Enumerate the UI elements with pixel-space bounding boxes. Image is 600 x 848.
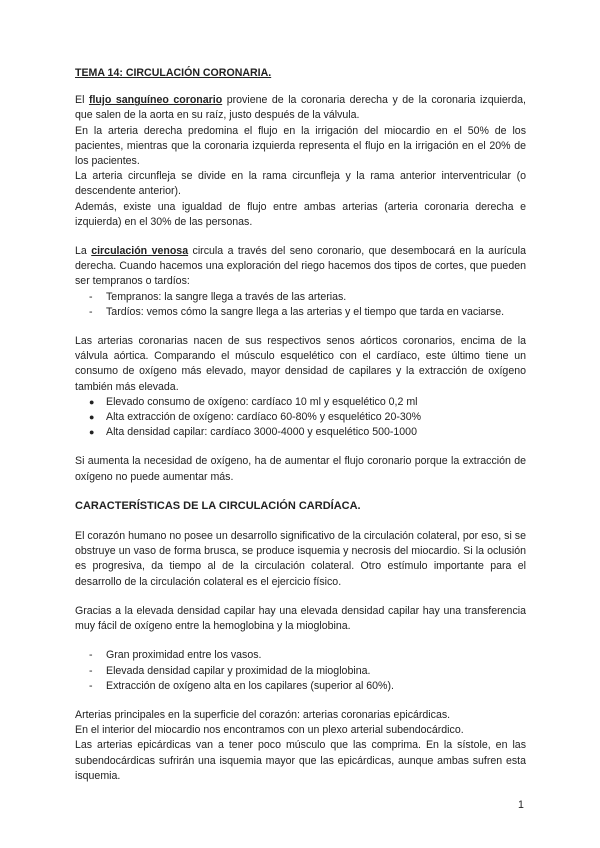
keyword-flujo-sanguineo: flujo sanguíneo coronario (88, 94, 223, 107)
dash-marker: - (89, 679, 93, 692)
paragraph-arterias-epicardicas: Las arterias epicárdicas van a tener poco músculo que las comprima. En la sístole, en las subendocárdicas sufrirán una isquemia mayor que las epicárdicas, aunque ambas sufren esta isquemia. (75, 739, 526, 782)
paragraph-plexo-arterial: En el interior del miocardio nos encontramos con un plexo arterial subendocárdico. (75, 724, 464, 737)
list-item-text: Alta extracción de oxígeno: cardíaco 60-80% y esquelético 20-30% (106, 411, 422, 424)
spacer (75, 230, 526, 244)
text-span: circula a través del seno coronario, que desembocará en la aurícula derecha. Cuando hacemos una exploración del riego hacemos dos tipos de cortes, que pueden ser tempranos o tardíos: (75, 245, 526, 288)
spacer (75, 440, 526, 454)
section-heading: CARACTERÍSTICAS DE LA CIRCULACIÓN CARDÍACA. (75, 499, 361, 512)
text-span: El (75, 94, 89, 107)
document-body (75, 66, 526, 784)
list-item-text: Gran proximidad entre los vasos. (106, 649, 262, 662)
list-item (75, 395, 526, 410)
list-item-text: Elevado consumo de oxígeno: cardíaco 10 ml y esquelético 0,2 ml (106, 395, 418, 408)
paragraph-arterias-coronarias: Las arterias coronarias nacen de sus respectivos senos aórticos coronarios, encima de la válvula aórtica. Comparando el músculo esquelético con el cardíaco, este último tiene un consumo de oxígeno más elevado, mayor densidad de capilares y la extracción de oxígeno también más elevada. (75, 335, 526, 393)
spacer (75, 590, 526, 604)
paragraph-densidad-capilar: Gracias a la elevada densidad capilar hay una elevada densidad capilar hay una transferencia muy fácil de oxígeno entre la hemoglobina y la mioglobina. (75, 604, 526, 633)
list-item (75, 425, 526, 440)
list-caracteristicas (75, 648, 526, 694)
bullet-marker: ● (89, 427, 95, 438)
list-item-text: Tardíos: vemos cómo la sangre llega a las arterias y el tiempo que tarda en vaciarse. (106, 305, 505, 318)
paragraph-arterias-principales: Arterias principales en la superficie del corazón: arterias coronarias epicárdicas. (75, 708, 451, 721)
list-item-text: Tempranos: la sangre llega a través de las arterias. (106, 290, 347, 303)
list-item-text: Elevada densidad capilar y proximidad de la mioglobina. (106, 664, 371, 677)
list-comparacion (75, 395, 526, 441)
list-item (75, 290, 526, 305)
bullet-marker: ● (89, 396, 95, 407)
dash-marker: - (89, 649, 93, 662)
list-item (75, 664, 526, 679)
list-item-text: Alta densidad capilar: cardíaco 3000-4000 y esquelético 500-1000 (106, 426, 417, 439)
spacer (75, 320, 526, 334)
text-span: La (75, 245, 92, 258)
paragraph-arteria-derecha: En la arteria derecha predomina el flujo en la irrigación del miocardio en el 50% de los pacientes, mientras que la coronaria izquierda representa el flujo en la irrigación en el 20% de los pacientes. (75, 124, 526, 168)
list-item (75, 679, 526, 694)
list-item (75, 648, 526, 663)
list-item (75, 305, 526, 320)
dash-marker: - (89, 305, 93, 318)
paragraph-circulacion-venosa (75, 244, 526, 290)
page-title: TEMA 14: CIRCULACIÓN CORONARIA. (75, 67, 272, 79)
spacer (75, 485, 526, 499)
paragraph-circunfleja: La arteria circunfleja se divide en la rama circunfleja y la rama anterior interventricular (o descendente anterior). (75, 170, 526, 198)
dash-marker: - (89, 664, 93, 677)
spacer (75, 634, 526, 648)
list-item-text: Extracción de oxígeno alta en los capilares (superior al 60%). (106, 679, 394, 692)
text-span: proviene de la coronaria derecha y de la coronaria izquierda, que salen de la aorta en su raíz, justo después de la válvula. (75, 94, 526, 122)
bullet-marker: ● (89, 412, 95, 423)
paragraph-necesidad-oxigeno: Si aumenta la necesidad de oxígeno, ha de aumentar el flujo coronario porque la extracción de oxígeno no puede aumentar más. (75, 455, 526, 483)
paragraph-flujo (75, 93, 526, 123)
keyword-circulacion-venosa: circulación venosa (91, 245, 189, 258)
dash-marker: - (89, 290, 93, 303)
paragraph-circulacion-colateral: El corazón humano no posee un desarrollo significativo de la circulación colateral, por eso, si se obstruye un vaso de forma brusca, se produce isquemia y necrosis del miocardio. Si la oclusión es progresiva, da tiempo al de la circulación colateral. Otro estímulo importante para el desarrollo de la circulación colateral es el ejercicio físico. (75, 530, 526, 588)
spacer (75, 694, 526, 708)
list-item (75, 410, 526, 425)
list-cortes (75, 290, 526, 320)
paragraph-igualdad-flujo: Además, existe una igualdad de flujo entre ambas arterias (arteria coronaria derecha e izquierda) en el 30% de las personas. (75, 200, 526, 228)
page-number: 1 (518, 799, 524, 811)
